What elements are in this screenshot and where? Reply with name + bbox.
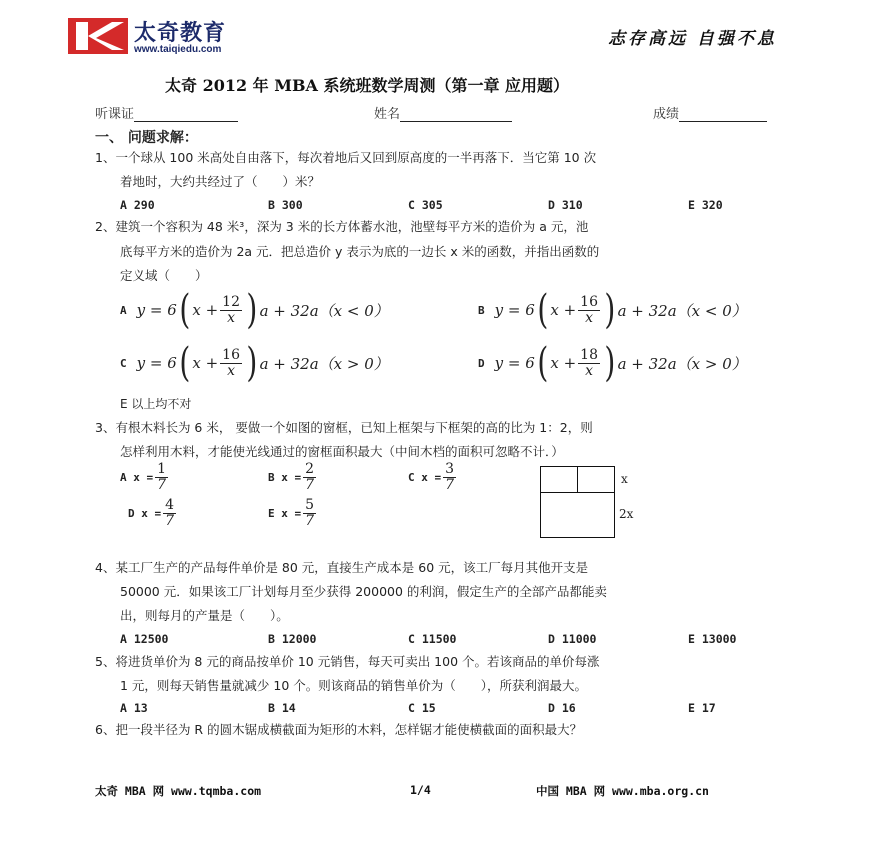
q4-line1: 4、某工厂生产的产品每件单价是 80 元，直接生产成本是 60 元，该工厂每月其他开支是 xyxy=(95,560,589,575)
q1-option-b: B 300 xyxy=(268,198,303,212)
q3-option-a: A x = $\frac{1}{7}$ xyxy=(120,461,167,493)
q2-line3: 定义域（ ） xyxy=(120,268,208,283)
q3-option-d: D x = $\frac{4}{7}$ xyxy=(128,497,175,529)
footer-page-number: 1/4 xyxy=(410,783,431,797)
q5-option-c: C 15 xyxy=(408,701,436,715)
logo-mark-icon xyxy=(68,18,128,54)
q2-option-c: C y = 6 ( x + $\frac{16}{x}$ ) a + 32a（x > 0） xyxy=(120,340,389,386)
q4-option-b: B 12000 xyxy=(268,632,317,646)
q5-option-e: E 17 xyxy=(688,701,716,715)
logo-url: www.taiqiedu.com xyxy=(134,44,222,55)
q2-line2: 底每平方米的造价为 2a 元．把总造价 y 表示为底的一边长 x 米的函数，并指出函数的 xyxy=(120,244,600,259)
field-label-name: 姓名 xyxy=(374,107,401,122)
q1-option-a: A 290 xyxy=(120,198,155,212)
q1-line1: 1、一个球从 100 米高处自由落下，每次着地后又回到原高度的一半再落下．当它第 10 次 xyxy=(95,150,597,165)
footer-left: 太奇 MBA 网 www.tqmba.com xyxy=(95,784,262,798)
q2-option-a: A y = 6 ( x + $\frac{12}{x}$ ) a + 32a（x < 0） xyxy=(120,287,389,333)
q5-option-b: B 14 xyxy=(268,701,296,715)
page-title: 太奇 2012 年 MBA 系统班数学周测（第一章 应用题） xyxy=(165,76,570,95)
frame-label-top: x xyxy=(621,472,628,486)
q4-option-e: E 13000 xyxy=(688,632,737,646)
q4-option-c: C 11500 xyxy=(408,632,457,646)
q2-line1: 2、建筑一个容积为 48 米³，深为 3 米的长方体蓄水池，池壁每平方米的造价为 a 元，池 xyxy=(95,219,589,234)
q5-option-d: D 16 xyxy=(548,701,576,715)
q1-option-d: D 310 xyxy=(548,198,583,212)
info-row xyxy=(95,103,785,123)
q1-option-c: C 305 xyxy=(408,198,443,212)
q2-option-e: E 以上均不对 xyxy=(120,397,192,411)
q6-line1: 6、把一段半径为 R 的圆木锯成横截面为矩形的木料，怎样锯才能使横截面的面积最大？ xyxy=(95,722,583,737)
slogan: 志存高远 自强不息 xyxy=(608,29,777,49)
q1-line2: 着地时，大约共经过了（ ）米？ xyxy=(120,174,321,189)
q3-line1: 3、有根木料长为 6 米， 要做一个如图的窗框，已知上框架与下框架的高的比为 1：2，则 xyxy=(95,420,593,435)
q5-option-a: A 13 xyxy=(120,701,148,715)
name-blank xyxy=(400,107,512,122)
q2-option-b: B y = 6 ( x + $\frac{16}{x}$ ) a + 32a（x < 0） xyxy=(478,287,747,333)
q5-line1: 5、将进货单价为 8 元的商品按单价 10 元销售，每天可卖出 100 个。若该商品的单价每涨 xyxy=(95,654,600,669)
q3-option-b: B x = $\frac{2}{7}$ xyxy=(268,461,315,493)
q5-line2: 1 元，则每天销售量就减少 10 个。则该商品的销售单价为（ ），所获利润最大。 xyxy=(120,678,588,693)
footer-right: 中国 MBA 网 www.mba.org.cn xyxy=(536,784,709,798)
field-label-score: 成绩 xyxy=(653,107,680,122)
q4-line3: 出，则每月的产量是（ ）。 xyxy=(120,608,289,623)
q1-option-e: E 320 xyxy=(688,198,723,212)
q3-line2: 怎样利用木料，才能使光线通过的窗框面积最大（中间木档的面积可忽略不计．） xyxy=(120,444,564,459)
score-blank xyxy=(679,107,767,122)
q4-line2: 50000 元．如果该工厂计划每月至少获得 200000 的利润，假定生产的全部产品都能卖 xyxy=(120,584,607,599)
section-heading: 一、 问题求解： xyxy=(95,130,198,146)
logo-name: 太奇教育 xyxy=(134,21,227,46)
field-label-card: 听课证 xyxy=(95,107,135,122)
q2-option-d: D y = 6 ( x + $\frac{18}{x}$ ) a + 32a（x > 0） xyxy=(478,340,747,386)
frame-label-bottom: 2x xyxy=(619,507,634,521)
card-blank xyxy=(134,107,238,122)
frame-divider-vertical xyxy=(577,466,578,493)
q3-option-c: C x = $\frac{3}{7}$ xyxy=(408,461,455,493)
logo xyxy=(68,18,128,54)
q4-option-a: A 12500 xyxy=(120,632,169,646)
q3-option-e: E x = $\frac{5}{7}$ xyxy=(268,497,315,529)
q4-option-d: D 11000 xyxy=(548,632,597,646)
